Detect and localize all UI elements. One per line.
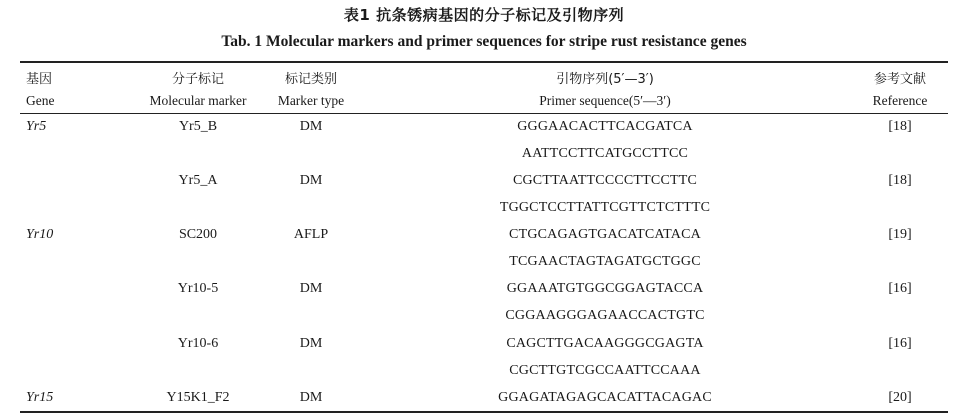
cell-primer-forward: GGAGATAGAGCACATTACAGAC [498, 390, 712, 405]
cell-reference: [16] [888, 336, 912, 351]
header-gene-en: Gene [26, 93, 55, 108]
cell-marker-type: DM [299, 281, 323, 296]
header-type [265, 69, 357, 111]
cell-primer-forward: GGGAACACTTCACGATCA [517, 119, 693, 134]
cell-marker: Y15K1_F2 [166, 390, 230, 405]
cell-primer-forward: CTGCAGAGTGACATCATACA [509, 227, 701, 242]
header-primer-en: Primer sequence(5′—3′) [539, 93, 671, 108]
cell-gene: Yr15 [26, 390, 54, 405]
header-gene [26, 69, 54, 111]
cell-gene: Yr5 [26, 119, 47, 134]
table-caption-chinese: 表1 抗条锈病基因的分子标记及引物序列 [343, 6, 625, 24]
header-type-en: Marker type [277, 93, 345, 108]
cell-marker: Yr5_A [178, 173, 218, 188]
cell-gene: Yr10 [26, 227, 54, 242]
cell-primer-forward: GGAAATGTGGCGGAGTACCA [506, 281, 704, 296]
cell-reference: [19] [888, 227, 912, 242]
cell-marker-type: DM [299, 119, 323, 134]
cell-primer-reverse: AATTCCTTCATGCCTTCC [521, 146, 689, 161]
top-rule [20, 61, 948, 63]
header-reference-en: Reference [872, 93, 928, 108]
cell-primer-reverse: CGCTTGTCGCCAATTCCAAA [509, 363, 701, 378]
header-type-zh: 标记类别 [284, 72, 337, 87]
header-marker-zh: 分子标记 [171, 72, 224, 87]
header-gene-zh: 基因 [26, 72, 53, 87]
bottom-rule [20, 411, 948, 413]
header-marker [138, 69, 258, 111]
cell-marker: Yr5_B [178, 119, 218, 134]
cell-reference: [16] [888, 281, 912, 296]
cell-marker-type: DM [299, 173, 323, 188]
cell-reference: [18] [888, 173, 912, 188]
cell-primer-forward: CGCTTAATTCCCCTTCCTTC [512, 173, 698, 188]
cell-marker: SC200 [178, 227, 218, 242]
cell-marker-type: DM [299, 336, 323, 351]
table-caption-english: Tab. 1 Molecular markers and primer sequences for stripe rust resistance genes [221, 33, 747, 50]
header-reference [850, 69, 950, 111]
cell-primer-reverse: TCGAACTAGTAGATGCTGGC [509, 254, 701, 269]
cell-marker-type: DM [299, 390, 323, 405]
cell-primer-reverse: CGGAAGGGAGAACCACTGTC [505, 308, 705, 323]
cell-marker: Yr10-5 [177, 281, 219, 296]
cell-reference: [20] [888, 390, 912, 405]
cell-marker: Yr10-6 [177, 336, 219, 351]
cell-reference: [18] [888, 119, 912, 134]
header-rule [20, 113, 948, 114]
cell-primer-forward: CAGCTTGACAAGGGCGAGTA [506, 336, 704, 351]
header-marker-en: Molecular marker [149, 93, 247, 108]
header-primer-zh: 引物序列(5′—3′) [556, 72, 654, 87]
header-reference-zh: 参考文献 [873, 72, 926, 87]
header-primer [460, 69, 750, 111]
cell-marker-type: AFLP [293, 227, 329, 242]
cell-primer-reverse: TGGCTCCTTATTCGTTCTCTTTC [499, 200, 711, 215]
